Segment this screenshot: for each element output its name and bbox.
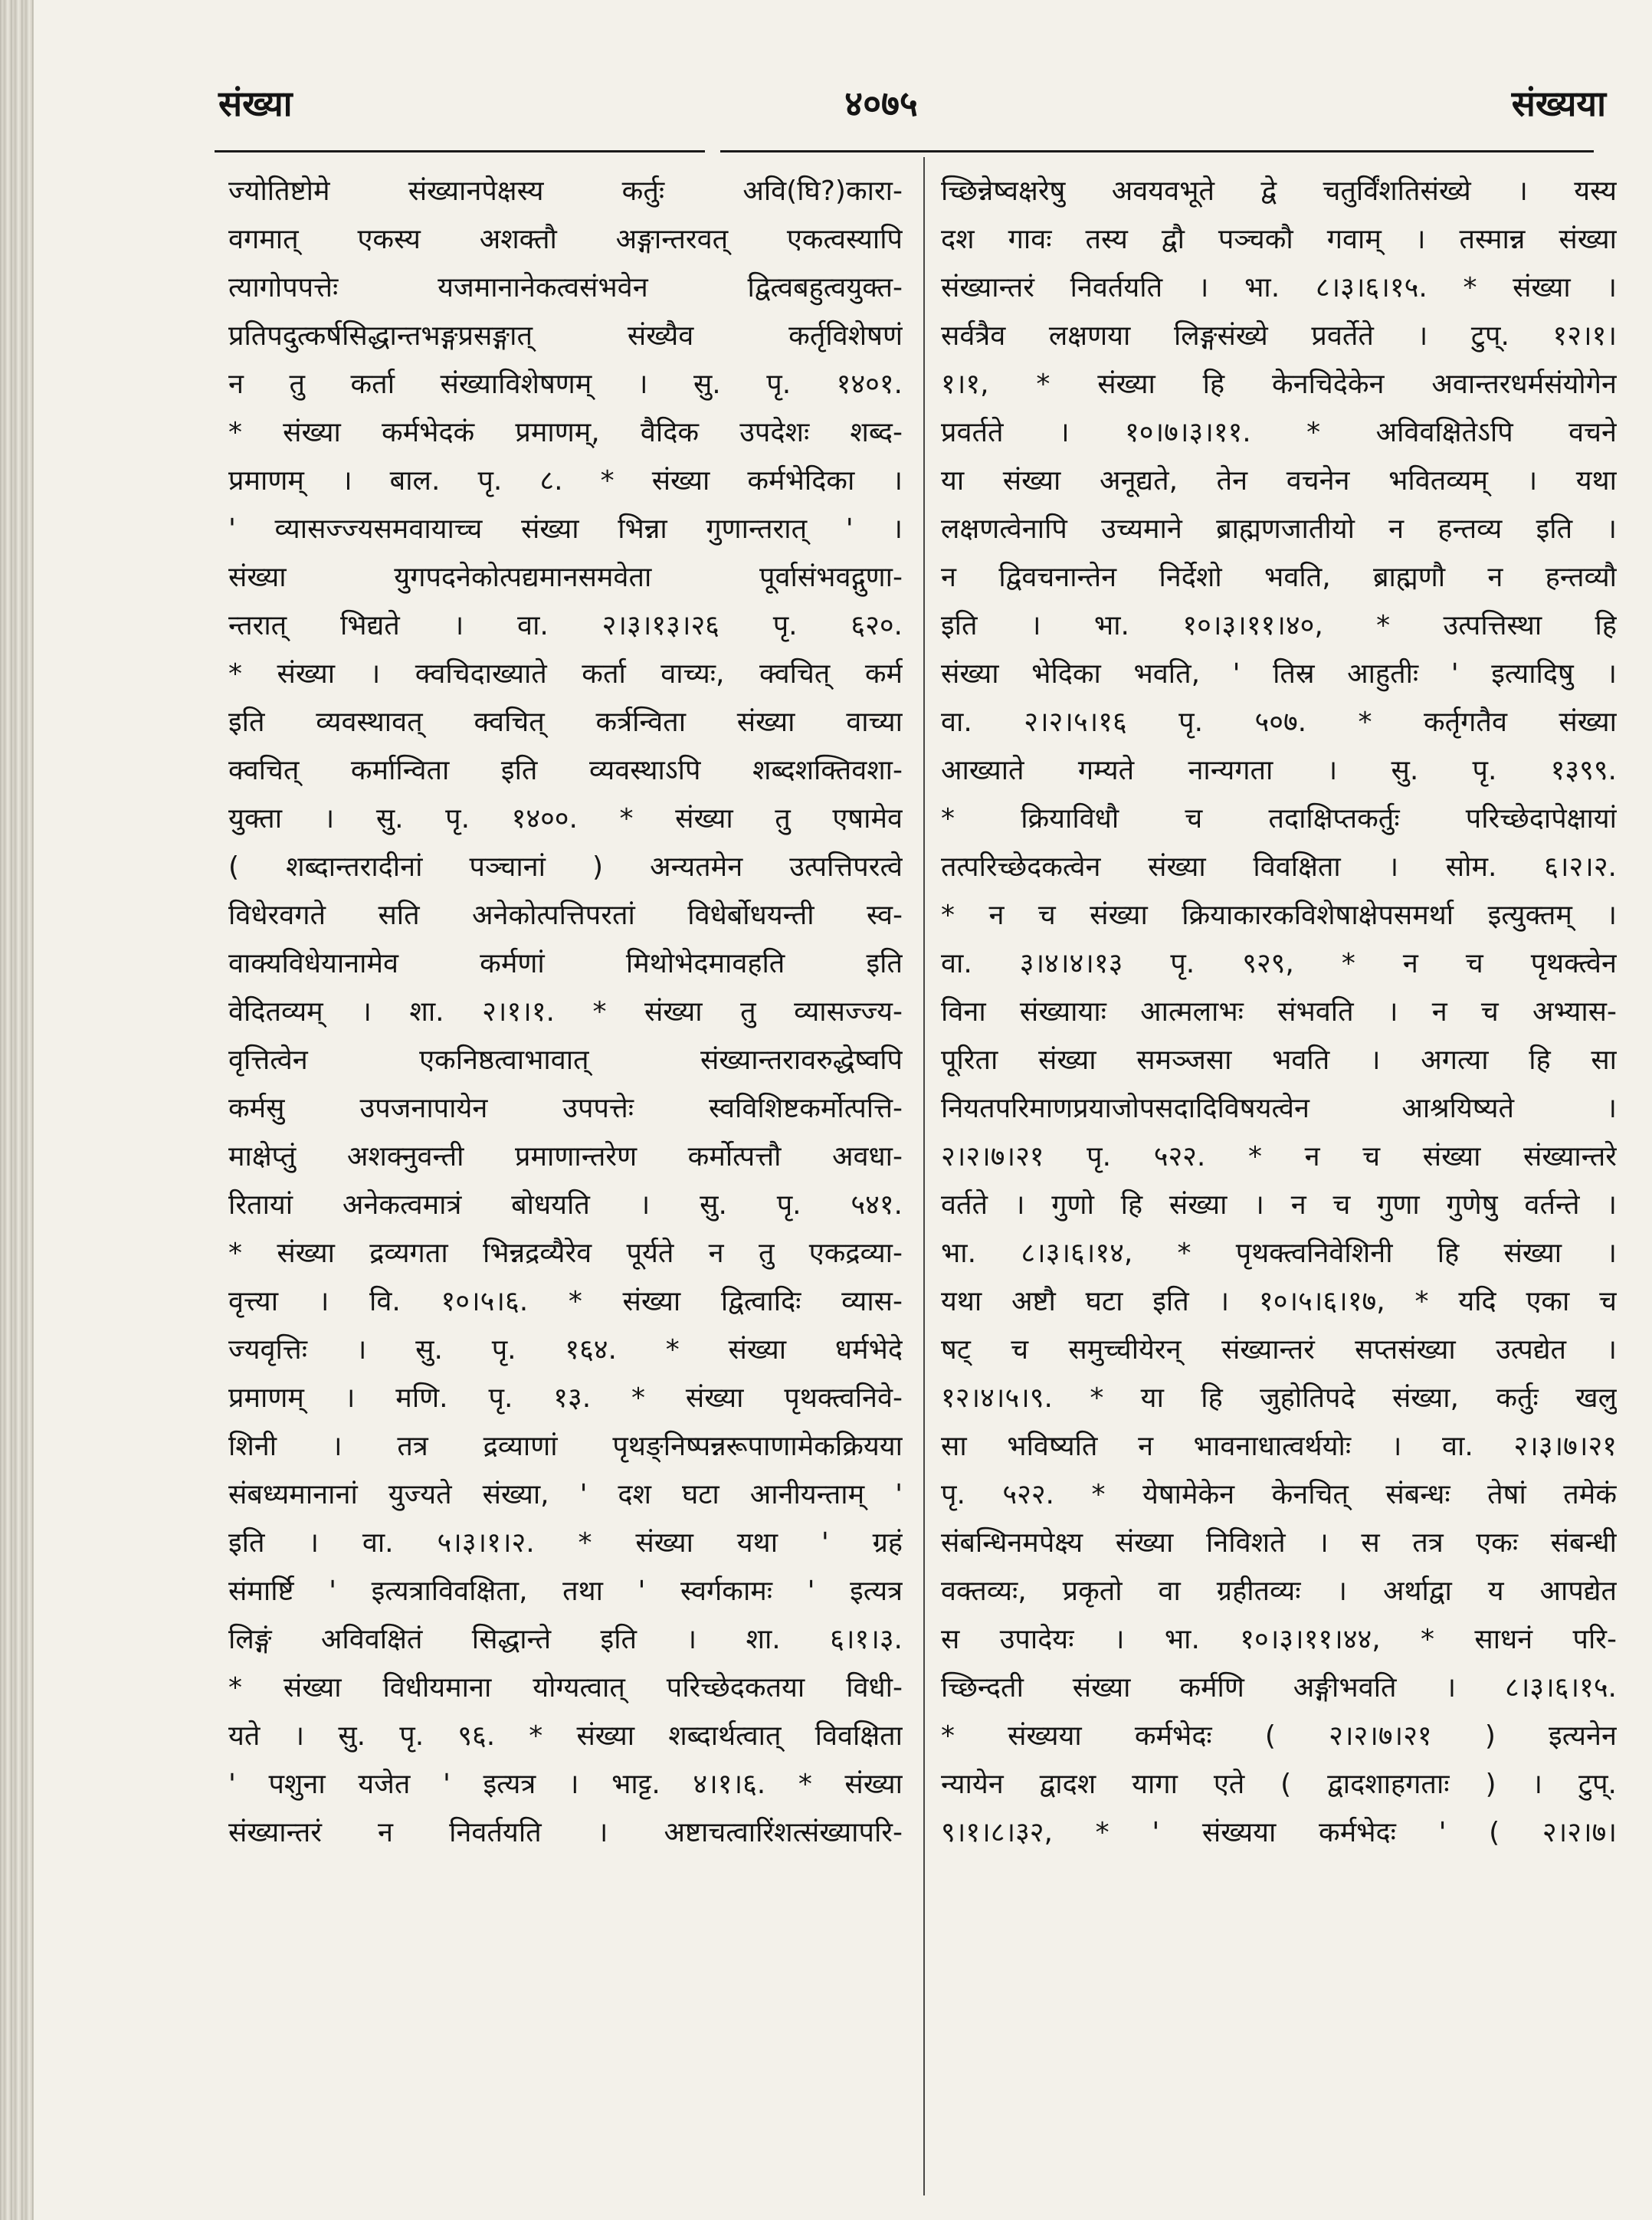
text-line: लक्षणत्वेनापि उच्यमाने ब्राह्मणजातीयो न हन्तव्य इति । [941, 513, 1617, 545]
text-line: न्तरात् भिद्यते । वा. २।३।१३।२६ पृ. ६२०. [228, 610, 903, 641]
text-line: न तु कर्ता संख्याविशेषणम् । सु. पृ. १४०१. [228, 369, 903, 400]
text-line: कर्मसु उपजनापायेन उपपत्तेः स्वविशिष्टकर्मोत्पत्ति- [228, 1093, 903, 1124]
text-line: * संख्या कर्मभेदकं प्रमाणम्, वैदिक उपदेशः शब्द- [228, 417, 903, 448]
text-line: ( शब्दान्तरादीनां पञ्चानां ) अन्यतमेन उत्पत्तिपरत्वे [228, 851, 903, 883]
text-line: यते । सु. पृ. ९६. * संख्या शब्दार्थत्वात् विवक्षिता [228, 1720, 903, 1752]
text-line: सर्वत्रैव लक्षणया लिङ्गसंख्ये प्रवर्तेते । टुप्. १२।१। [941, 320, 1617, 352]
text-line: इति । भा. १०।३।११।४०, * उत्पत्तिस्था हि [941, 610, 1617, 641]
text-line: * संख्या द्रव्यगता भिन्नद्रव्यैरेव पूर्यते न तु एकद्रव्या- [228, 1238, 903, 1269]
text-line: * क्रियाविधौ च तदाक्षिप्तकर्तुः परिच्छेदापेक्षायां [941, 803, 1617, 835]
text-line: सा भविष्यति न भावनाधात्वर्थयोः । वा. २।३।७।२१ [941, 1431, 1617, 1462]
text-line: ' पशुना यजेत ' इत्यत्र । भाट्ट. ४।१।६. * संख्या [228, 1769, 903, 1800]
left-column [228, 167, 903, 1857]
text-line: इति । वा. ५।३।१।२. * संख्या यथा ' ग्रहं [228, 1527, 903, 1559]
running-head-left: संख्या [218, 83, 293, 124]
header-rule-left [215, 150, 705, 152]
text-line: वर्तते । गुणो हि संख्या । न च गुणा गुणेषु वर्तन्ते । [941, 1189, 1617, 1221]
text-line: यथा अष्टौ घटा इति । १०।५।६।१७, * यदि एका च [941, 1286, 1617, 1317]
text-line: ९।१।८।३२, * ' संख्यया कर्मभेदः ' ( २।२।७। [941, 1817, 1617, 1848]
text-line: दश गावः तस्य द्वौ पञ्चकौ गवाम् । तस्मान्न संख्या [941, 224, 1617, 255]
text-line: संख्यान्तरं निवर्तयति । भा. ८।३।६।१५. * संख्या । [941, 272, 1617, 303]
text-line: पृ. ५२२. * येषामेकेन केनचित् संबन्धः तेषां तमेकं [941, 1479, 1617, 1510]
text-line: वृत्तित्वेन एकनिष्ठत्वाभावात् संख्यान्तरावरुद्धेष्वपि [228, 1044, 903, 1076]
text-line: वगमात् एकस्य अशक्तौ अङ्गान्तरवत् एकत्वस्यापि [228, 224, 903, 255]
text-line: प्रमाणम् । मणि. पृ. १३. * संख्या पृथक्त्वनिवे- [228, 1382, 903, 1414]
page-number: ४०७५ [844, 83, 918, 124]
text-line: * संख्यया कर्मभेदः ( २।२।७।२१ ) इत्यनेन [941, 1720, 1617, 1752]
binding-edge [0, 0, 34, 2220]
text-line: वक्तव्यः, प्रकृतो वा ग्रहीतव्यः । अर्थाद्वा य आपद्येत [941, 1576, 1617, 1607]
text-line: प्रतिपदुत्कर्षसिद्धान्तभङ्गप्रसङ्गात् संख्यैव कर्तृविशेषणं [228, 320, 903, 352]
text-line: विना संख्यायाः आत्मलाभः संभवति । न च अभ्यास- [941, 996, 1617, 1028]
text-line: ज्यवृत्तिः । सु. पृ. १६४. * संख्या धर्मभेदे [228, 1334, 903, 1366]
text-line: विधेरवगते सति अनेकोत्पत्तिपरतां विधेर्बोधयन्ती स्व- [228, 900, 903, 931]
text-line: शिनी । तत्र द्रव्याणां पृथङ्निष्पन्नरूपाणामेकक्रियया [228, 1431, 903, 1462]
column-divider [923, 157, 925, 2195]
text-line: २।२।७।२१ पृ. ५२२. * न च संख्या संख्यान्तरे [941, 1141, 1617, 1172]
running-head-right: संख्यया [1511, 83, 1606, 124]
text-line: संख्यान्तरं न निवर्तयति । अष्टाचत्वारिंशत्संख्यापरि- [228, 1817, 903, 1848]
text-line: संबध्यमानानां युज्यते संख्या, ' दश घटा आनीयन्ताम् ' [228, 1479, 903, 1510]
text-line: या संख्या अनूद्यते, तेन वचनेन भवितव्यम् । यथा [941, 465, 1617, 497]
text-line: १।१, * संख्या हि केनचिदेकेन अवान्तरधर्मसंयोगेन [941, 369, 1617, 400]
header-rule-right [720, 150, 1594, 152]
text-line: संख्या भेदिका भवति, ' तिस्र आहुतीः ' इत्यादिषु । [941, 658, 1617, 690]
text-line: आख्याते गम्यते नान्यगता । सु. पृ. १३९९. [941, 755, 1617, 786]
text-line: न द्विवचनान्तेन निर्देशो भवति, ब्राह्मणौ न हन्तव्यौ [941, 562, 1617, 593]
text-line: न्यायेन द्वादश यागा एते ( द्वादशाहगताः ) । टुप्. [941, 1769, 1617, 1800]
text-line: ' व्यासज्ज्यसमवायाच्च संख्या भिन्ना गुणान्तरात् ' । [228, 513, 903, 545]
text-line: वा. ३।४।४।१३ पृ. ९२९, * न च पृथक्त्वेन [941, 948, 1617, 979]
text-line: क्वचित् कर्मान्विता इति व्यवस्थाऽपि शब्दशक्तिवशा- [228, 755, 903, 786]
text-line: प्रमाणम् । बाल. पृ. ८. * संख्या कर्मभेदिका । [228, 465, 903, 497]
text-line: संमार्ष्टि ' इत्यत्राविवक्षिता, तथा ' स्वर्गकामः ' इत्यत्र [228, 1576, 903, 1607]
text-line: * संख्या । क्वचिदाख्याते कर्ता वाच्यः, क्वचित् कर्म [228, 658, 903, 690]
text-line: * संख्या विधीयमाना योग्यत्वात् परिच्छेदकतया विधी- [228, 1672, 903, 1704]
right-column [941, 167, 1617, 1857]
text-line: युक्ता । सु. पृ. १४००. * संख्या तु एषामेव [228, 803, 903, 835]
text-line: प्रवर्तते । १०।७।३।११. * अविवक्षितेऽपि वचने [941, 417, 1617, 448]
text-line: १२।४।५।९. * या हि जुहोतिपदे संख्या, कर्तुः खलु [941, 1382, 1617, 1414]
text-line: संबन्धिनमपेक्ष्य संख्या निविशते । स तत्र एकः संबन्धी [941, 1527, 1617, 1559]
text-line: च्छिन्दती संख्या कर्मणि अङ्गीभवति । ८।३।६।१५. [941, 1672, 1617, 1704]
text-line: रितायां अनेकत्वमात्रं बोधयति । सु. पृ. ५४१. [228, 1189, 903, 1221]
text-line: वा. २।२।५।१६ पृ. ५०७. * कर्तृगतैव संख्या [941, 707, 1617, 738]
text-line: तत्परिच्छेदकत्वेन संख्या विवक्षिता । सोम. ६।२।२. [941, 851, 1617, 883]
text-line: इति व्यवस्थावत् क्वचित् कर्त्रन्विता संख्या वाच्या [228, 707, 903, 738]
text-line: ज्योतिष्टोमे संख्यानपेक्षस्य कर्तुः अवि(घि?)कारा- [228, 175, 903, 207]
text-line: लिङ्गं अविवक्षितं सिद्धान्ते इति । शा. ६।१।३. [228, 1624, 903, 1655]
text-line: माक्षेप्तुं अशक्नुवन्ती प्रमाणान्तरेण कर्मोत्पत्तौ अवधा- [228, 1141, 903, 1172]
text-line: स उपादेयः । भा. १०।३।११।४४, * साधनं परि- [941, 1624, 1617, 1655]
text-line: * न च संख्या क्रियाकारकविशेषाक्षेपसमर्था इत्युक्तम् । [941, 900, 1617, 931]
text-line: वृत्त्या । वि. १०।५।६. * संख्या द्वित्वादिः व्यास- [228, 1286, 903, 1317]
text-line: षट् च समुच्चीयेरन् संख्यान्तरं सप्तसंख्या उत्पद्येत । [941, 1334, 1617, 1366]
text-line: च्छिन्नेष्वक्षरेषु अवयवभूते द्वे चतुर्विंशतिसंख्ये । यस्य [941, 175, 1617, 207]
text-line: पूरिता संख्या समञ्जसा भवति । अगत्या हि सा [941, 1044, 1617, 1076]
text-line: त्यागोपपत्तेः यजमानानेकत्वसंभवेन द्वित्वबहुत्वयुक्त- [228, 272, 903, 303]
text-line: संख्या युगपदनेकोत्पद्यमानसमवेता पूर्वासंभवद्गुणा- [228, 562, 903, 593]
text-line: नियतपरिमाणप्रयाजोपसदादिविषयत्वेन आश्रयिष्यते । [941, 1093, 1617, 1124]
text-line: वेदितव्यम् । शा. २।१।१. * संख्या तु व्यासज्ज्य- [228, 996, 903, 1028]
text-line: भा. ८।३।६।१४, * पृथक्त्वनिवेशिनी हि संख्या । [941, 1238, 1617, 1269]
text-line: वाक्यविधेयानामेव कर्मणां मिथोभेदमावहति इति [228, 948, 903, 979]
